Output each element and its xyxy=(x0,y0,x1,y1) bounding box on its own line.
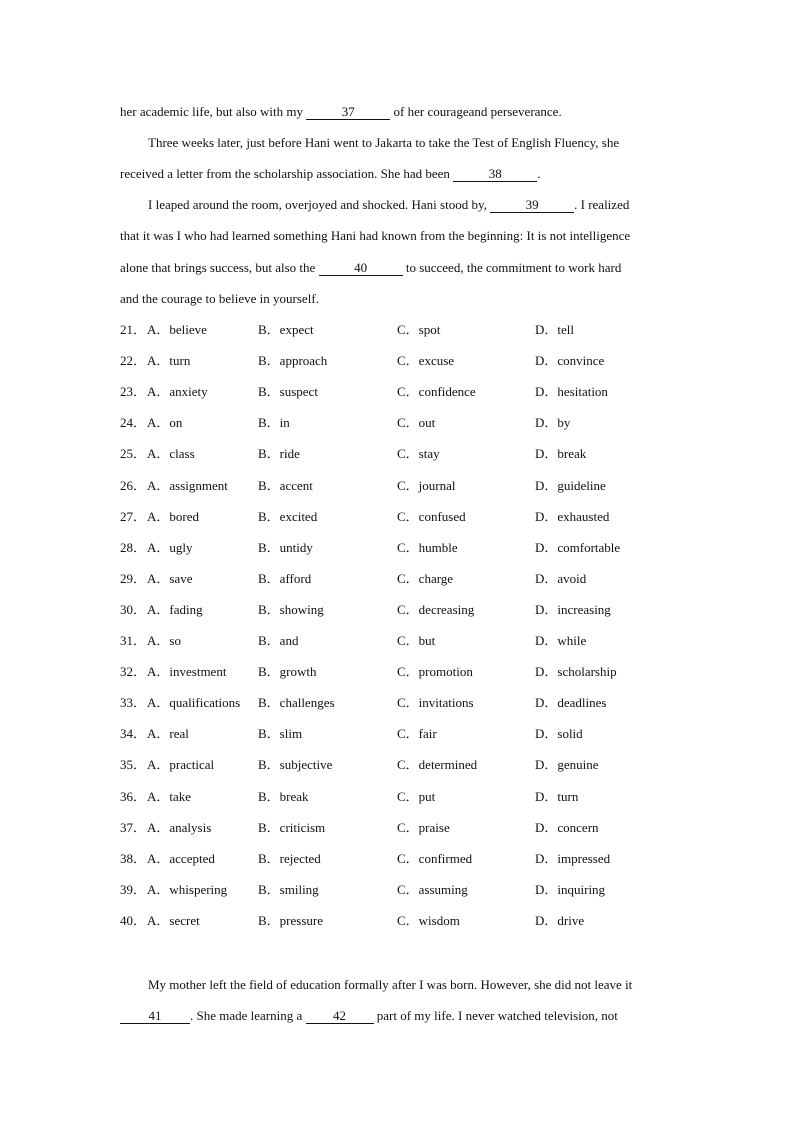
option-c[interactable]: C．stay xyxy=(397,446,440,462)
blank-41[interactable]: 41 xyxy=(120,1009,190,1024)
option-d[interactable]: D．drive xyxy=(535,912,585,928)
question-row xyxy=(120,415,680,431)
question-row xyxy=(120,757,680,773)
question-number: 33． xyxy=(120,695,147,711)
question-row xyxy=(120,384,680,400)
passage1-line-2: Three weeks later, just before Hani went to Jakarta to take the Test of English Fluency, she xyxy=(148,135,620,150)
question-row xyxy=(120,664,680,680)
option-b[interactable]: B．and xyxy=(258,633,299,648)
option-b[interactable]: B．expect xyxy=(258,322,314,337)
option-c[interactable]: C．wisdom xyxy=(397,912,460,928)
blank-42[interactable]: 42 xyxy=(306,1009,374,1024)
question-number: 40． xyxy=(120,912,147,928)
option-d[interactable]: D．deadlines xyxy=(535,695,607,711)
option-b[interactable]: B．challenges xyxy=(258,695,335,711)
option-d[interactable]: D．turn xyxy=(535,788,579,804)
passage1-line-7: and the courage to believe in yourself. xyxy=(120,291,319,306)
option-b[interactable]: B．approach xyxy=(258,353,328,369)
text: . I realized xyxy=(574,197,630,212)
option-b[interactable]: B．accent xyxy=(258,477,313,493)
question-number: 38． xyxy=(120,850,147,866)
option-a[interactable]: A．qualifications xyxy=(147,695,241,711)
option-c[interactable]: C．praise xyxy=(397,819,450,835)
question-row xyxy=(120,446,680,462)
text: received a letter from the scholarship association. She had been xyxy=(120,166,454,181)
option-a[interactable]: A．turn xyxy=(147,353,191,369)
option-b[interactable]: B．smiling xyxy=(258,881,319,897)
question-row xyxy=(120,726,680,742)
question-number: 31． xyxy=(120,633,147,648)
question-row xyxy=(120,540,680,556)
question-row xyxy=(120,820,680,836)
question-number: 36． xyxy=(120,788,147,804)
text: . She made learning a xyxy=(190,1008,306,1023)
option-c[interactable]: C．journal xyxy=(397,477,456,493)
passage1-line-3 xyxy=(120,166,680,182)
option-c[interactable]: C．spot xyxy=(397,322,441,337)
option-b[interactable]: B．untidy xyxy=(258,539,313,555)
text: of her courageand perseverance. xyxy=(390,104,562,119)
option-a[interactable]: A．believe xyxy=(147,322,207,337)
option-c[interactable]: C．invitations xyxy=(397,695,474,711)
option-d[interactable]: D．solid xyxy=(535,726,583,742)
option-d[interactable]: D．break xyxy=(535,446,587,462)
question-number: 30． xyxy=(120,601,147,617)
question-number: 32． xyxy=(120,664,147,680)
option-b[interactable]: B．excited xyxy=(258,508,318,524)
question-row xyxy=(120,851,680,867)
option-c[interactable]: C．promotion xyxy=(397,664,473,680)
option-a[interactable]: A．analysis xyxy=(147,819,212,835)
option-d[interactable]: D．guideline xyxy=(535,477,606,493)
question-number: 34． xyxy=(120,726,147,742)
blank-37[interactable]: 37 xyxy=(306,105,390,120)
option-c[interactable]: C．confirmed xyxy=(397,850,473,866)
option-d[interactable]: D．avoid xyxy=(535,570,587,586)
question-row xyxy=(120,882,680,898)
question-row xyxy=(120,571,680,587)
option-b[interactable]: B．rejected xyxy=(258,850,321,866)
text: alone that brings success, but also the xyxy=(120,260,319,275)
question-number: 28． xyxy=(120,539,147,555)
question-number: 35． xyxy=(120,757,147,773)
option-a[interactable]: A．real xyxy=(147,726,189,742)
question-number: 27． xyxy=(120,508,147,524)
option-b[interactable]: B．break xyxy=(258,788,309,804)
text: part of my life. I never watched television, not xyxy=(373,1008,618,1023)
option-a[interactable]: A．secret xyxy=(147,912,200,928)
question-number: 24． xyxy=(120,415,147,431)
option-a[interactable]: A．on xyxy=(147,415,183,431)
text: I leaped around the room, overjoyed and shocked. Hani stood by, xyxy=(148,197,491,212)
question-row xyxy=(120,509,680,525)
option-d[interactable]: D．impressed xyxy=(535,850,611,866)
question-number: 21． xyxy=(120,322,147,337)
option-a[interactable]: A．investment xyxy=(147,664,227,680)
option-c[interactable]: C．confused xyxy=(397,508,466,524)
option-a[interactable]: A．save xyxy=(147,570,193,586)
option-a[interactable]: A．practical xyxy=(147,757,215,773)
blank-38[interactable]: 38 xyxy=(453,167,537,182)
text: . xyxy=(537,166,541,181)
option-c[interactable]: C．decreasing xyxy=(397,601,475,617)
option-d[interactable]: D．comfortable xyxy=(535,539,621,555)
option-a[interactable]: A．take xyxy=(147,788,192,804)
option-b[interactable]: B．showing xyxy=(258,601,324,617)
option-a[interactable]: A．bored xyxy=(147,508,199,524)
option-a[interactable]: A．assignment xyxy=(147,477,228,493)
option-c[interactable]: C．fair xyxy=(397,726,437,742)
option-a[interactable]: A．fading xyxy=(147,601,203,617)
option-d[interactable]: D．exhausted xyxy=(535,508,610,524)
option-b[interactable]: B．suspect xyxy=(258,384,318,400)
question-row xyxy=(120,322,680,338)
option-d[interactable]: D．concern xyxy=(535,819,599,835)
passage2-line-2 xyxy=(120,1008,680,1024)
question-number: 26． xyxy=(120,477,147,493)
passage1-line-1 xyxy=(120,104,680,120)
option-b[interactable]: B．afford xyxy=(258,570,312,586)
passage1-line-6 xyxy=(120,260,680,276)
question-row xyxy=(120,602,680,618)
passage1-line-4 xyxy=(148,197,708,213)
question-row xyxy=(120,633,680,649)
option-b[interactable]: B．subjective xyxy=(258,757,333,773)
question-row xyxy=(120,353,680,369)
option-d[interactable]: D．scholarship xyxy=(535,664,617,680)
option-b[interactable]: B．slim xyxy=(258,726,303,742)
option-a[interactable]: A．so xyxy=(147,633,181,648)
question-row xyxy=(120,913,680,929)
question-number: 25． xyxy=(120,446,147,462)
option-a[interactable]: A．class xyxy=(147,446,195,462)
question-number: 22． xyxy=(120,353,147,369)
option-d[interactable]: D．while xyxy=(535,633,587,648)
question-number: 23． xyxy=(120,384,147,400)
option-c[interactable]: C．excuse xyxy=(397,353,455,369)
text: her academic life, but also with my xyxy=(120,104,307,119)
option-d[interactable]: D．increasing xyxy=(535,601,611,617)
option-c[interactable]: C．assuming xyxy=(397,881,468,897)
option-d[interactable]: D．by xyxy=(535,415,571,431)
option-c[interactable]: C．confidence xyxy=(397,384,476,400)
option-a[interactable]: A．accepted xyxy=(147,850,215,866)
option-c[interactable]: C．out xyxy=(397,415,436,431)
option-b[interactable]: B．criticism xyxy=(258,819,326,835)
question-row xyxy=(120,478,680,494)
option-d[interactable]: D．inquiring xyxy=(535,881,606,897)
option-c[interactable]: C．put xyxy=(397,788,436,804)
option-b[interactable]: B．in xyxy=(258,415,290,431)
question-number: 29． xyxy=(120,570,147,586)
option-c[interactable]: C．determined xyxy=(397,757,478,773)
option-b[interactable]: B．pressure xyxy=(258,912,323,928)
option-a[interactable]: A．anxiety xyxy=(147,384,208,400)
option-d[interactable]: D．hesitation xyxy=(535,384,608,400)
passage2-line-1: My mother left the field of education formally after I was born. However, she did not leave it xyxy=(148,977,633,992)
option-d[interactable]: D．convince xyxy=(535,353,605,369)
question-row xyxy=(120,695,680,711)
passage1-line-5: that it was I who had learned something Hani had known from the beginning: It is not intelligence xyxy=(120,228,631,243)
option-b[interactable]: B．growth xyxy=(258,664,317,680)
blank-40[interactable]: 40 xyxy=(319,261,403,276)
option-d[interactable]: D．genuine xyxy=(535,757,599,773)
question-number: 37． xyxy=(120,819,147,835)
question-row xyxy=(120,789,680,805)
question-number: 39． xyxy=(120,881,147,897)
option-a[interactable]: A．whispering xyxy=(147,881,228,897)
option-c[interactable]: C．humble xyxy=(397,539,458,555)
option-c[interactable]: C．but xyxy=(397,633,436,648)
option-c[interactable]: C．charge xyxy=(397,570,454,586)
text: to succeed, the commitment to work hard xyxy=(402,260,622,275)
option-a[interactable]: A．ugly xyxy=(147,539,193,555)
option-b[interactable]: B．ride xyxy=(258,446,300,462)
option-d[interactable]: D．tell xyxy=(535,322,574,337)
blank-39[interactable]: 39 xyxy=(490,198,574,213)
